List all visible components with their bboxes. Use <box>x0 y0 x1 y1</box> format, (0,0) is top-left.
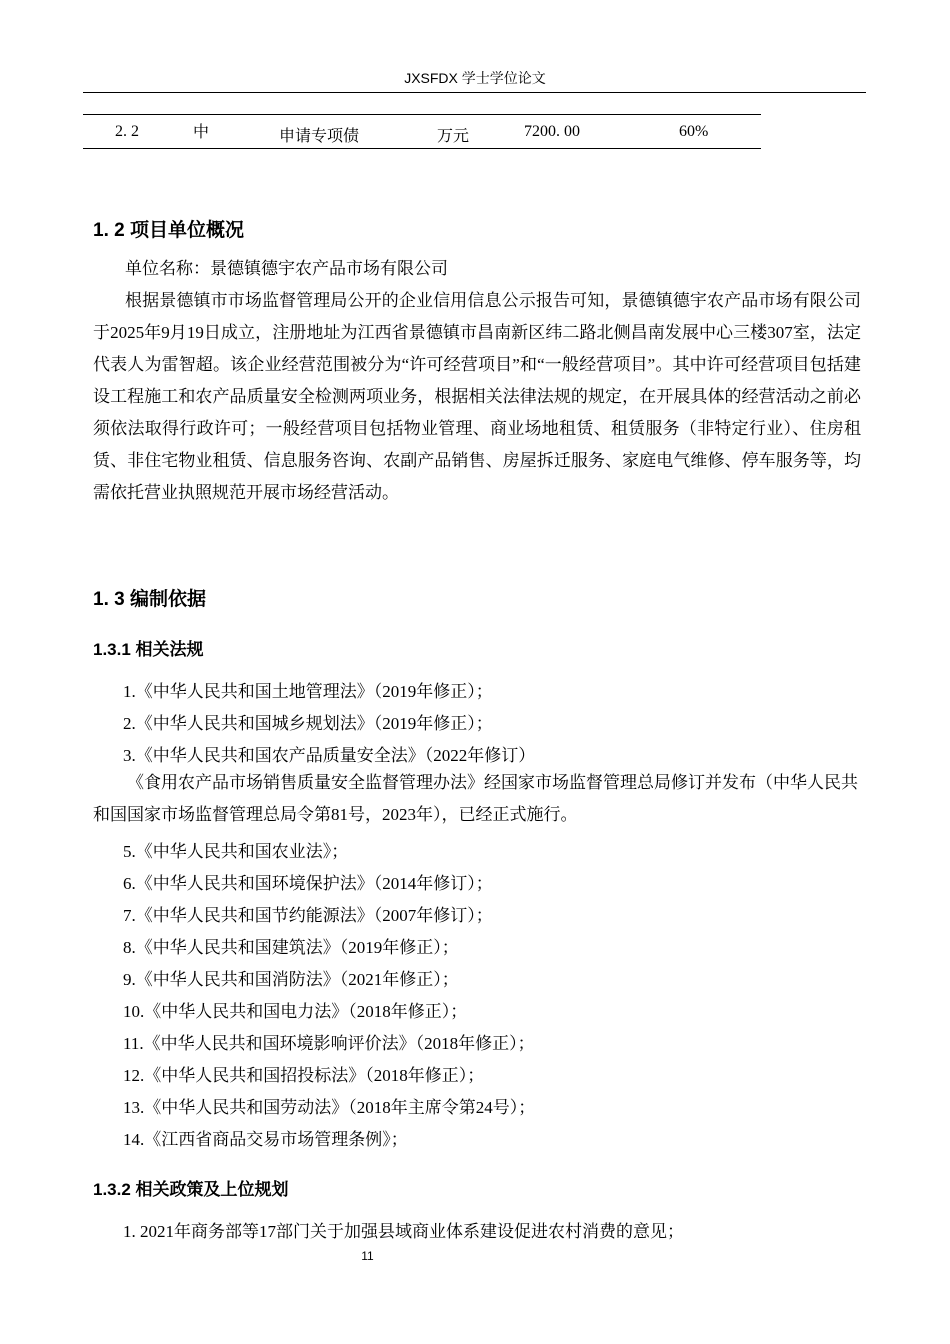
unit-name: 单位名称：景德镇德宇农产品市场有限公司 <box>125 259 448 278</box>
section-heading-1-3: 1. 3 编制依据 <box>93 589 206 610</box>
law-item-paragraph: 《食用农产品市场销售质量安全监督管理办法》经国家市场监督管理总局修订并发布（中华人民共和国国家市场监督管理总局令第81号，2023年），已经正式施行。 <box>93 773 858 824</box>
law-item: 14.《江西省商品交易市场管理条例》； <box>123 1130 408 1149</box>
law-item: 7.《中华人民共和国节约能源法》（2007年修订）； <box>123 906 493 925</box>
law-item: 3.《中华人民共和国农产品质量安全法》（2022年修订） <box>123 746 536 765</box>
subsection-heading-1-3-1: 1.3.1 相关法规 <box>93 640 204 659</box>
law-item: 10.《中华人民共和国电力法》（2018年修正）； <box>123 1002 468 1021</box>
table-cell-unit: 万元 <box>437 128 470 145</box>
law-item: 11.《中华人民共和国环境影响评价法》（2018年修正）； <box>123 1034 535 1053</box>
table-cell-mid: 中 <box>193 124 210 141</box>
table-cell-amount: 7200. 00 <box>524 123 580 140</box>
table-cell-percent: 60% <box>679 123 709 140</box>
law-item: 6.《中华人民共和国环境保护法》（2014年修订）； <box>123 874 493 893</box>
policy-item: 1. 2021年商务部等17部门关于加强县域商业体系建设促进农村消费的意见； <box>123 1222 684 1241</box>
table-cell-item: 申请专项债 <box>279 128 360 145</box>
unit-overview-paragraph: 根据景德镇市市场监督管理局公开的企业信用信息公示报告可知，景德镇德宇农产品市场有限公司于2025年9月19日成立，注册地址为江西省景德镇市昌南新区纬二路北侧昌南发展中心三楼307室，法定代表人为雷智超。该企业经营范围被分为“许可经营项目”和“一般经营项目”。其中许可经营项目包括建设工程施工和农产品质量安全检测两项业务，根据相关法律法规的规定，在开展具体的经营活动之前必须依法取得行政许可；一般经营项目包括物业管理、商业场地租赁、租赁服务（非特定行业）、住房租赁、非住宅物业租赁、信息服务咨询、农副产品销售、房屋拆迁服务、家庭电气维修、停车服务等，均需依托营业执照规范开展市场经营活动。 <box>93 291 861 502</box>
header-rule <box>83 92 866 93</box>
table-row <box>83 114 761 149</box>
law-item: 5.《中华人民共和国农业法》； <box>123 842 349 861</box>
law-item: 8.《中华人民共和国建筑法》（2019年修正）； <box>123 938 459 957</box>
running-header: JXSFDX 学士学位论文 <box>404 70 546 86</box>
law-item: 9.《中华人民共和国消防法》（2021年修正）； <box>123 970 459 989</box>
law-item: 1.《中华人民共和国土地管理法》（2019年修正）； <box>123 682 493 701</box>
table-cell-index: 2. 2 <box>115 123 139 140</box>
law-item: 2.《中华人民共和国城乡规划法》（2019年修正）； <box>123 714 493 733</box>
section-heading-1-2: 1. 2 项目单位概况 <box>93 220 244 241</box>
law-item: 13.《中华人民共和国劳动法》（2018年主席令第24号）； <box>123 1098 536 1117</box>
law-item: 12.《中华人民共和国招投标法》（2018年修正）； <box>123 1066 485 1085</box>
page-number: 11 <box>361 1249 374 1263</box>
subsection-heading-1-3-2: 1.3.2 相关政策及上位规划 <box>93 1180 289 1199</box>
